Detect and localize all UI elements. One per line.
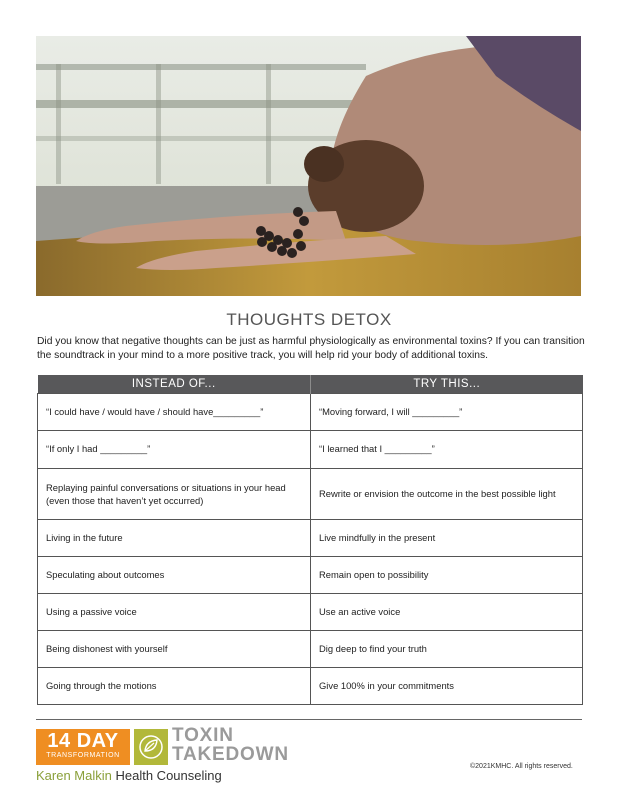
table-row xyxy=(38,557,583,594)
table-row xyxy=(38,431,583,469)
table-row xyxy=(38,394,583,431)
leaf-badge-icon xyxy=(134,729,168,765)
table-row xyxy=(38,520,583,557)
try-this-cell: Live mindfully in the present xyxy=(311,520,583,557)
table-row xyxy=(38,594,583,631)
try-this-cell: Remain open to possibility xyxy=(311,557,583,594)
instead-of-cell: “I could have / would have / should have_________” xyxy=(38,394,311,431)
table-row xyxy=(38,469,583,520)
instead-of-cell: Speculating about outcomes xyxy=(38,557,311,594)
page-title: THOUGHTS DETOX xyxy=(226,310,392,329)
column-header-try-this: TRY THIS... xyxy=(311,375,583,394)
try-this-cell: Dig deep to find your truth xyxy=(311,631,583,668)
instead-of-cell: “If only I had _________” xyxy=(38,431,311,469)
copyright-text: ©2021KMHC. All rights reserved. xyxy=(470,763,573,770)
try-this-cell: “Moving forward, I will _________” xyxy=(311,394,583,431)
instead-of-cell: Living in the future xyxy=(38,520,311,557)
footer-divider xyxy=(36,719,582,720)
column-header-instead-of: INSTEAD OF... xyxy=(38,375,311,394)
intro-paragraph: Did you know that negative thoughts can be just as harmful physiologically as environmental toxins? If you can transition the soundtrack in your mind to a more positive track, you will help rid your body of additional toxins. xyxy=(37,336,585,361)
instead-of-cell: Going through the motions xyxy=(38,668,311,705)
table-row xyxy=(38,631,583,668)
try-this-cell: Rewrite or envision the outcome in the best possible light xyxy=(311,469,583,520)
table-row xyxy=(38,668,583,705)
logo-takedown-text: TAKEDOWN xyxy=(172,744,289,765)
brand-name-rest: Health Counseling xyxy=(111,768,222,783)
brand-name xyxy=(36,768,222,783)
logo-days-text: 14 DAY xyxy=(47,730,119,752)
try-this-cell: Give 100% in your commitments xyxy=(311,668,583,705)
thoughts-detox-table xyxy=(37,375,583,705)
try-this-cell: Use an active voice xyxy=(311,594,583,631)
yoga-photo xyxy=(36,36,581,296)
logo-toxin-text: TOXIN xyxy=(172,725,234,746)
instead-of-cell: Replaying painful conversations or situations in your head (even those that haven’t yet occurred) xyxy=(38,469,311,520)
table-header-row xyxy=(38,375,583,394)
instead-of-cell: Using a passive voice xyxy=(38,594,311,631)
logo-14-day-box xyxy=(36,729,130,765)
instead-of-cell: Being dishonest with yourself xyxy=(38,631,311,668)
brand-name-karen: Karen Malkin xyxy=(36,768,112,783)
try-this-cell: “I learned that I _________” xyxy=(311,431,583,469)
logo-transformation-text: TRANSFORMATION xyxy=(46,752,120,759)
